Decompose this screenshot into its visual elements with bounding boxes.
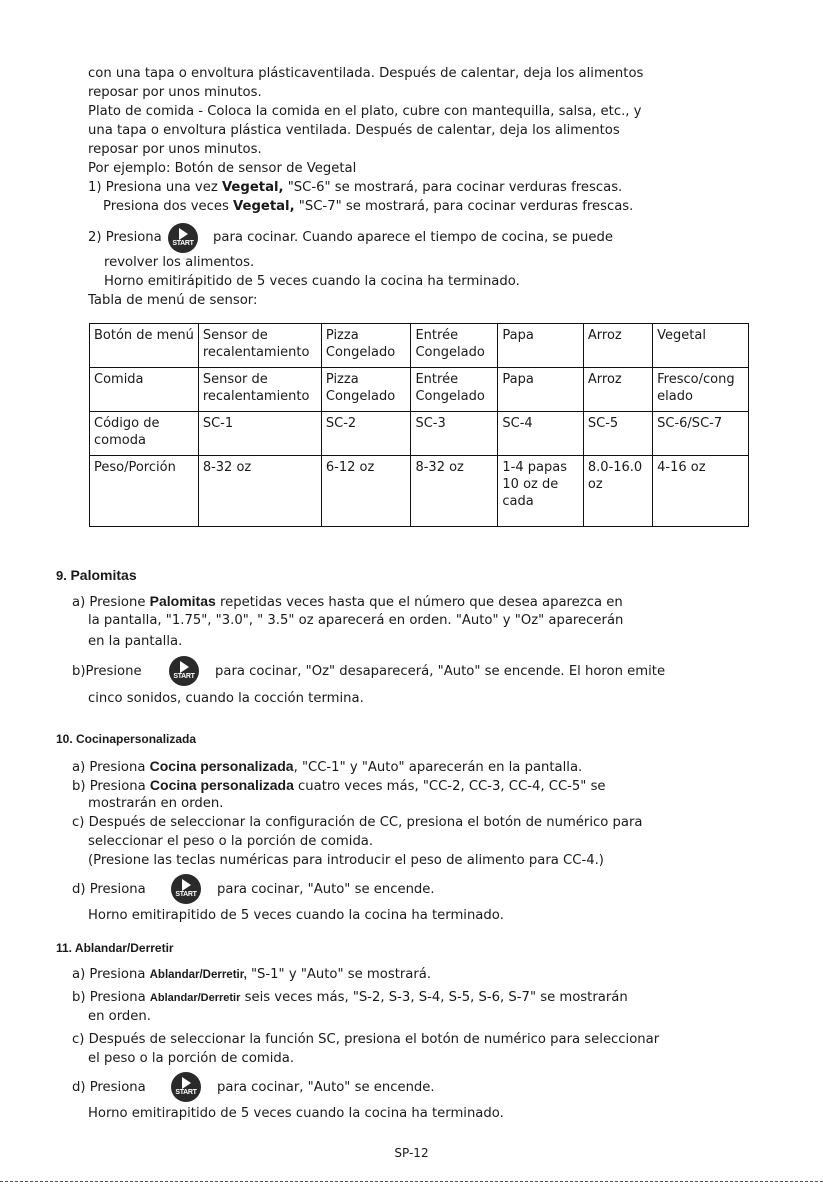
table-cell: Sensor de recalentamiento [198, 324, 321, 368]
s11-line: en orden. [88, 1009, 151, 1024]
table-cell: SC-4 [498, 412, 584, 456]
table-cell: Código de comoda [90, 412, 199, 456]
cocina-personalizada-keyword: Cocina personalizada [149, 758, 294, 774]
table-cell: Papa [498, 324, 584, 368]
sensor-menu-table [89, 323, 749, 527]
section-10-heading: 10. Cocinapersonalizada [56, 732, 197, 746]
step-2-line2: revolver los alimentos. [104, 255, 255, 270]
ablandar-keyword: Ablandar/Derretir [149, 992, 241, 1004]
table-cell: 6-12 oz [321, 456, 411, 527]
section-9-heading: 9. Palomitas [56, 567, 137, 583]
table-row [90, 412, 749, 456]
step-2-line-cont: para cocinar. Cuando aparece el tiempo de cocina, se puede [213, 230, 614, 245]
table-cell: SC-3 [411, 412, 498, 456]
start-button-icon: START [168, 223, 198, 253]
s9-line: en la pantalla. [88, 634, 183, 649]
s10-line: c) Después de seleccionar la configuración de CC, presiona el botón de numérico para [72, 815, 643, 830]
vegetal-keyword: Vegetal, [233, 199, 295, 214]
table-row [90, 324, 749, 368]
table-cell: SC-6/SC-7 [653, 412, 749, 456]
s10-line: Horno emitirapitido de 5 veces cuando la cocina ha terminado. [88, 908, 504, 923]
s11-line: c) Después de seleccionar la función SC, presiona el botón de numérico para seleccionar [72, 1032, 660, 1047]
intro-line: una tapa o envoltura plástica ventilada. Después de calentar, deja los alimentos [88, 123, 620, 138]
s10-line: para cocinar, "Auto" se encende. [217, 882, 435, 897]
page-bottom-rule [0, 1181, 823, 1182]
table-caption: Tabla de menú de sensor: [88, 293, 258, 308]
s11-line: d) Presiona [72, 1080, 146, 1095]
s11-line: el peso o la porción de comida. [88, 1051, 295, 1066]
s11-line: Horno emitirapitido de 5 veces cuando la cocina ha terminado. [88, 1106, 504, 1121]
table-cell: Pizza Congelado [321, 324, 411, 368]
intro-line: con una tapa o envoltura plásticaventilada. Después de calentar, deja los alimentos [88, 66, 644, 81]
s10-line: b) Presiona Cocina personalizada cuatro veces más, "CC-2, CC-3, CC-4, CC-5" se [72, 777, 606, 794]
table-cell: SC-2 [321, 412, 411, 456]
start-button-icon: START [169, 656, 199, 686]
step-1-line: 1) Presiona una vez Vegetal, "SC-6" se mostrará, para cocinar verduras frescas. [88, 180, 623, 195]
page-number: SP-12 [394, 1146, 429, 1160]
table-cell: Fresco/cong elado [653, 368, 749, 412]
intro-line: reposar por unos minutos. [88, 85, 262, 100]
step-2-line: 2) Presiona [88, 230, 162, 245]
s10-line: (Presione las teclas numéricas para introducir el peso de alimento para CC-4.) [88, 853, 604, 868]
s9-line: la pantalla, "1.75", "3.0", " 3.5" oz aparecerá en orden. "Auto" y "Oz" aparecerán [88, 613, 624, 628]
table-cell: 8-32 oz [198, 456, 321, 527]
start-button-icon: START [171, 1072, 201, 1102]
s11-line: b) Presiona Ablandar/Derretir seis veces más, "S-2, S-3, S-4, S-5, S-6, S-7" se mostrarán [72, 990, 628, 1005]
table-cell: SC-5 [583, 412, 652, 456]
palomitas-keyword: Palomitas [149, 593, 216, 609]
s9-line: cinco sonidos, cuando la cocción termina. [88, 691, 364, 706]
ablandar-keyword: Ablandar/Derretir, [149, 969, 247, 981]
beep-note: Horno emitirápitido de 5 veces cuando la cocina ha terminado. [104, 274, 520, 289]
s11-line: para cocinar, "Auto" se encende. [217, 1080, 435, 1095]
s9-line: para cocinar, "Oz" desaparecerá, "Auto" se encende. El horon emite [215, 664, 666, 679]
s9-line: a) Presione Palomitas repetidas veces hasta que el número que desea aparezca en [72, 593, 623, 610]
s10-line: mostrarán en orden. [88, 796, 224, 811]
table-cell: Entrée Congelado [411, 368, 498, 412]
table-row [90, 368, 749, 412]
table-cell: SC-1 [198, 412, 321, 456]
table-cell: 4-16 oz [653, 456, 749, 527]
table-cell: Sensor de recalentamiento [198, 368, 321, 412]
table-cell: Papa [498, 368, 584, 412]
table-cell: 8.0-16.0 oz [583, 456, 652, 527]
table-cell: Vegetal [653, 324, 749, 368]
s10-line: d) Presiona [72, 882, 146, 897]
example-heading: Por ejemplo: Botón de sensor de Vegetal [88, 161, 357, 176]
s10-line: a) Presiona Cocina personalizada, "CC-1" y "Auto" aparecerán en la pantalla. [72, 758, 583, 775]
table-cell: Pizza Congelado [321, 368, 411, 412]
table-cell: 1-4 papas 10 oz de cada [498, 456, 584, 527]
table-cell: Arroz [583, 324, 652, 368]
cocina-personalizada-keyword: Cocina personalizada [149, 777, 294, 793]
table-cell: 8-32 oz [411, 456, 498, 527]
table-cell: Peso/Porción [90, 456, 199, 527]
vegetal-keyword: Vegetal, [221, 180, 284, 195]
section-11-heading: 11. Ablandar/Derretir [56, 941, 174, 955]
table-row [90, 456, 749, 527]
step-1b-line: Presiona dos veces Vegetal, "SC-7" se mostrará, para cocinar verduras frescas. [103, 199, 634, 214]
s11-line: a) Presiona Ablandar/Derretir, "S-1" y "Auto" se mostrará. [72, 967, 432, 982]
intro-line: reposar por unos minutos. [88, 142, 262, 157]
intro-line: Plato de comida - Coloca la comida en el plato, cubre con mantequilla, salsa, etc., y [88, 104, 642, 119]
table-cell: Comida [90, 368, 199, 412]
s9-line: b)Presione [72, 664, 142, 679]
s10-line: seleccionar el peso o la porción de comida. [88, 834, 374, 849]
table-cell: Entrée Congelado [411, 324, 498, 368]
table-cell: Arroz [583, 368, 652, 412]
start-button-icon: START [171, 874, 201, 904]
table-cell: Botón de menú [90, 324, 199, 368]
